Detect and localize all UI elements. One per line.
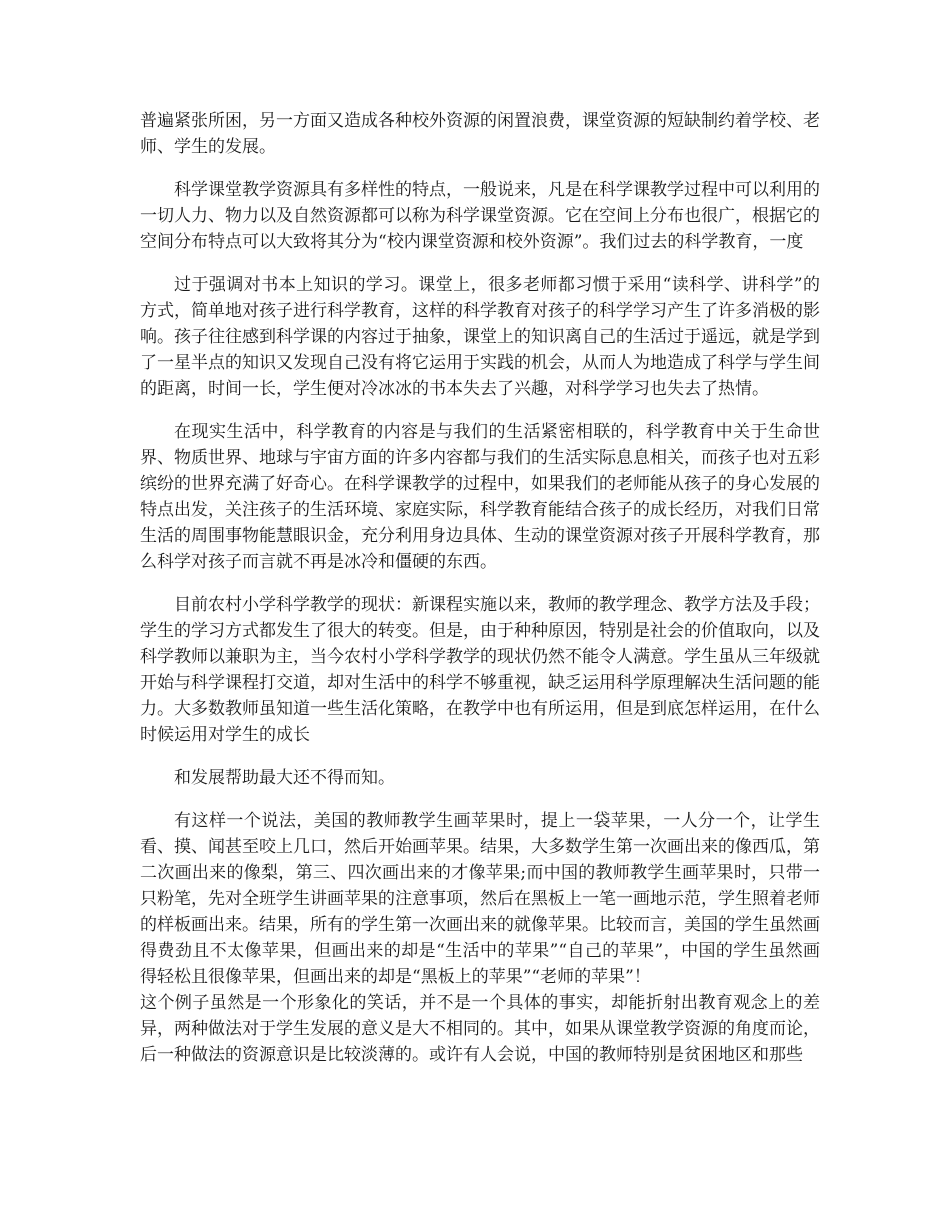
paragraph-3: 过于强调对书本上知识的学习。课堂上，很多老师都习惯于采用“读科学、讲科学”的方式，简单地对孩子进行科学教育，这样的科学教育对孩子的科学学习产生了许多消极的影响。孩子往往感到科学课的内容过于抽象，课堂上的知识离自己的生活过于遥远，就是学到了一星半点的知识又发现自己没有将它运用于实践的机会，从而人为地造成了科学与学生间的距离，时间一长，学生便对冷冰冰的书本失去了兴趣，对科学学习也失去了热情。: [140, 275, 820, 399]
paragraph-6: 和发展帮助最大还不得而知。: [174, 768, 395, 788]
paragraph-2: 科学课堂教学资源具有多样性的特点，一般说来，凡是在科学课教学过程中可以利用的一切人力、物力以及自然资源都可以称为科学课堂资源。它在空间上分布也很广，根据它的空间分布特点可以大致将其分为“校内课堂资源和校外资源”。我们过去的科学教育，一度: [140, 180, 820, 252]
paragraph-5: 目前农村小学科学教学的现状：新课程实施以来，教师的教学理念、教学方法及手段；学生的学习方式都发生了很大的转变。但是，由于种种原因，特别是社会的价值取向，以及科学教师以兼职为主，当今农村小学科学教学的现状仍然不能令人满意。学生虽从三年级就开始与科学课程打交道，却对生活中的科学不够重视，缺乏运用科学原理解决生活问题的能力。大多数教师虽知道一些生活化策略，在教学中也有所运用，但是到底怎样运用，在什么时候运用对学生的成长: [140, 595, 820, 745]
document-body: [140, 108, 820, 1068]
paragraph-8: 这个例子虽然是一个形象化的笑话，并不是一个具体的事实，却能折射出教育观念上的差异，两种做法对于学生发展的意义是大不相同的。其中，如果从课堂教学资源的角度而论，后一种做法的资源意识是比较淡薄的。或许有人会说，中国的教师特别是贫困地区和那些: [140, 993, 820, 1065]
paragraph-7: 有这样一个说法，美国的教师教学生画苹果时，提上一袋苹果，一人分一个，让学生看、摸、闻甚至咬上几口，然后开始画苹果。结果，大多数学生第一次画出来的像西瓜，第二次画出来的像梨，第三、四次画出来的才像苹果;而中国的教师教学生画苹果时，只带一只粉笔，先对全班学生讲画苹果的注意事项，然后在黑板上一笔一画地示范，学生照着老师的样板画出来。结果，所有的学生第一次画出来的就像苹果。比较而言，美国的学生虽然画得费劲且不太像苹果，但画出来的却是“生活中的苹果”“自己的苹果”，中国的学生虽然画得轻松且很像苹果，但画出来的却是“黑板上的苹果”“老师的苹果”！: [140, 811, 820, 987]
paragraph-1: 普遍紧张所困，另一方面又造成各种校外资源的闲置浪费，课堂资源的短缺制约着学校、老师、学生的发展。: [140, 111, 820, 157]
paragraph-4: 在现实生活中，科学教育的内容是与我们的生活紧密相联的，科学教育中关于生命世界、物质世界、地球与宇宙方面的许多内容都与我们的生活实际息息相关，而孩子也对五彩缤纷的世界充满了好奇心。在科学课教学的过程中，如果我们的老师能从孩子的身心发展的特点出发，关注孩子的生活环境、家庭实际，科学教育能结合孩子的成长经历，对我们日常生活的周围事物能慧眼识金，充分利用身边具体、生动的课堂资源对孩子开展科学教育，那么科学对孩子而言就不再是冰冷和僵硬的东西。: [140, 422, 820, 572]
